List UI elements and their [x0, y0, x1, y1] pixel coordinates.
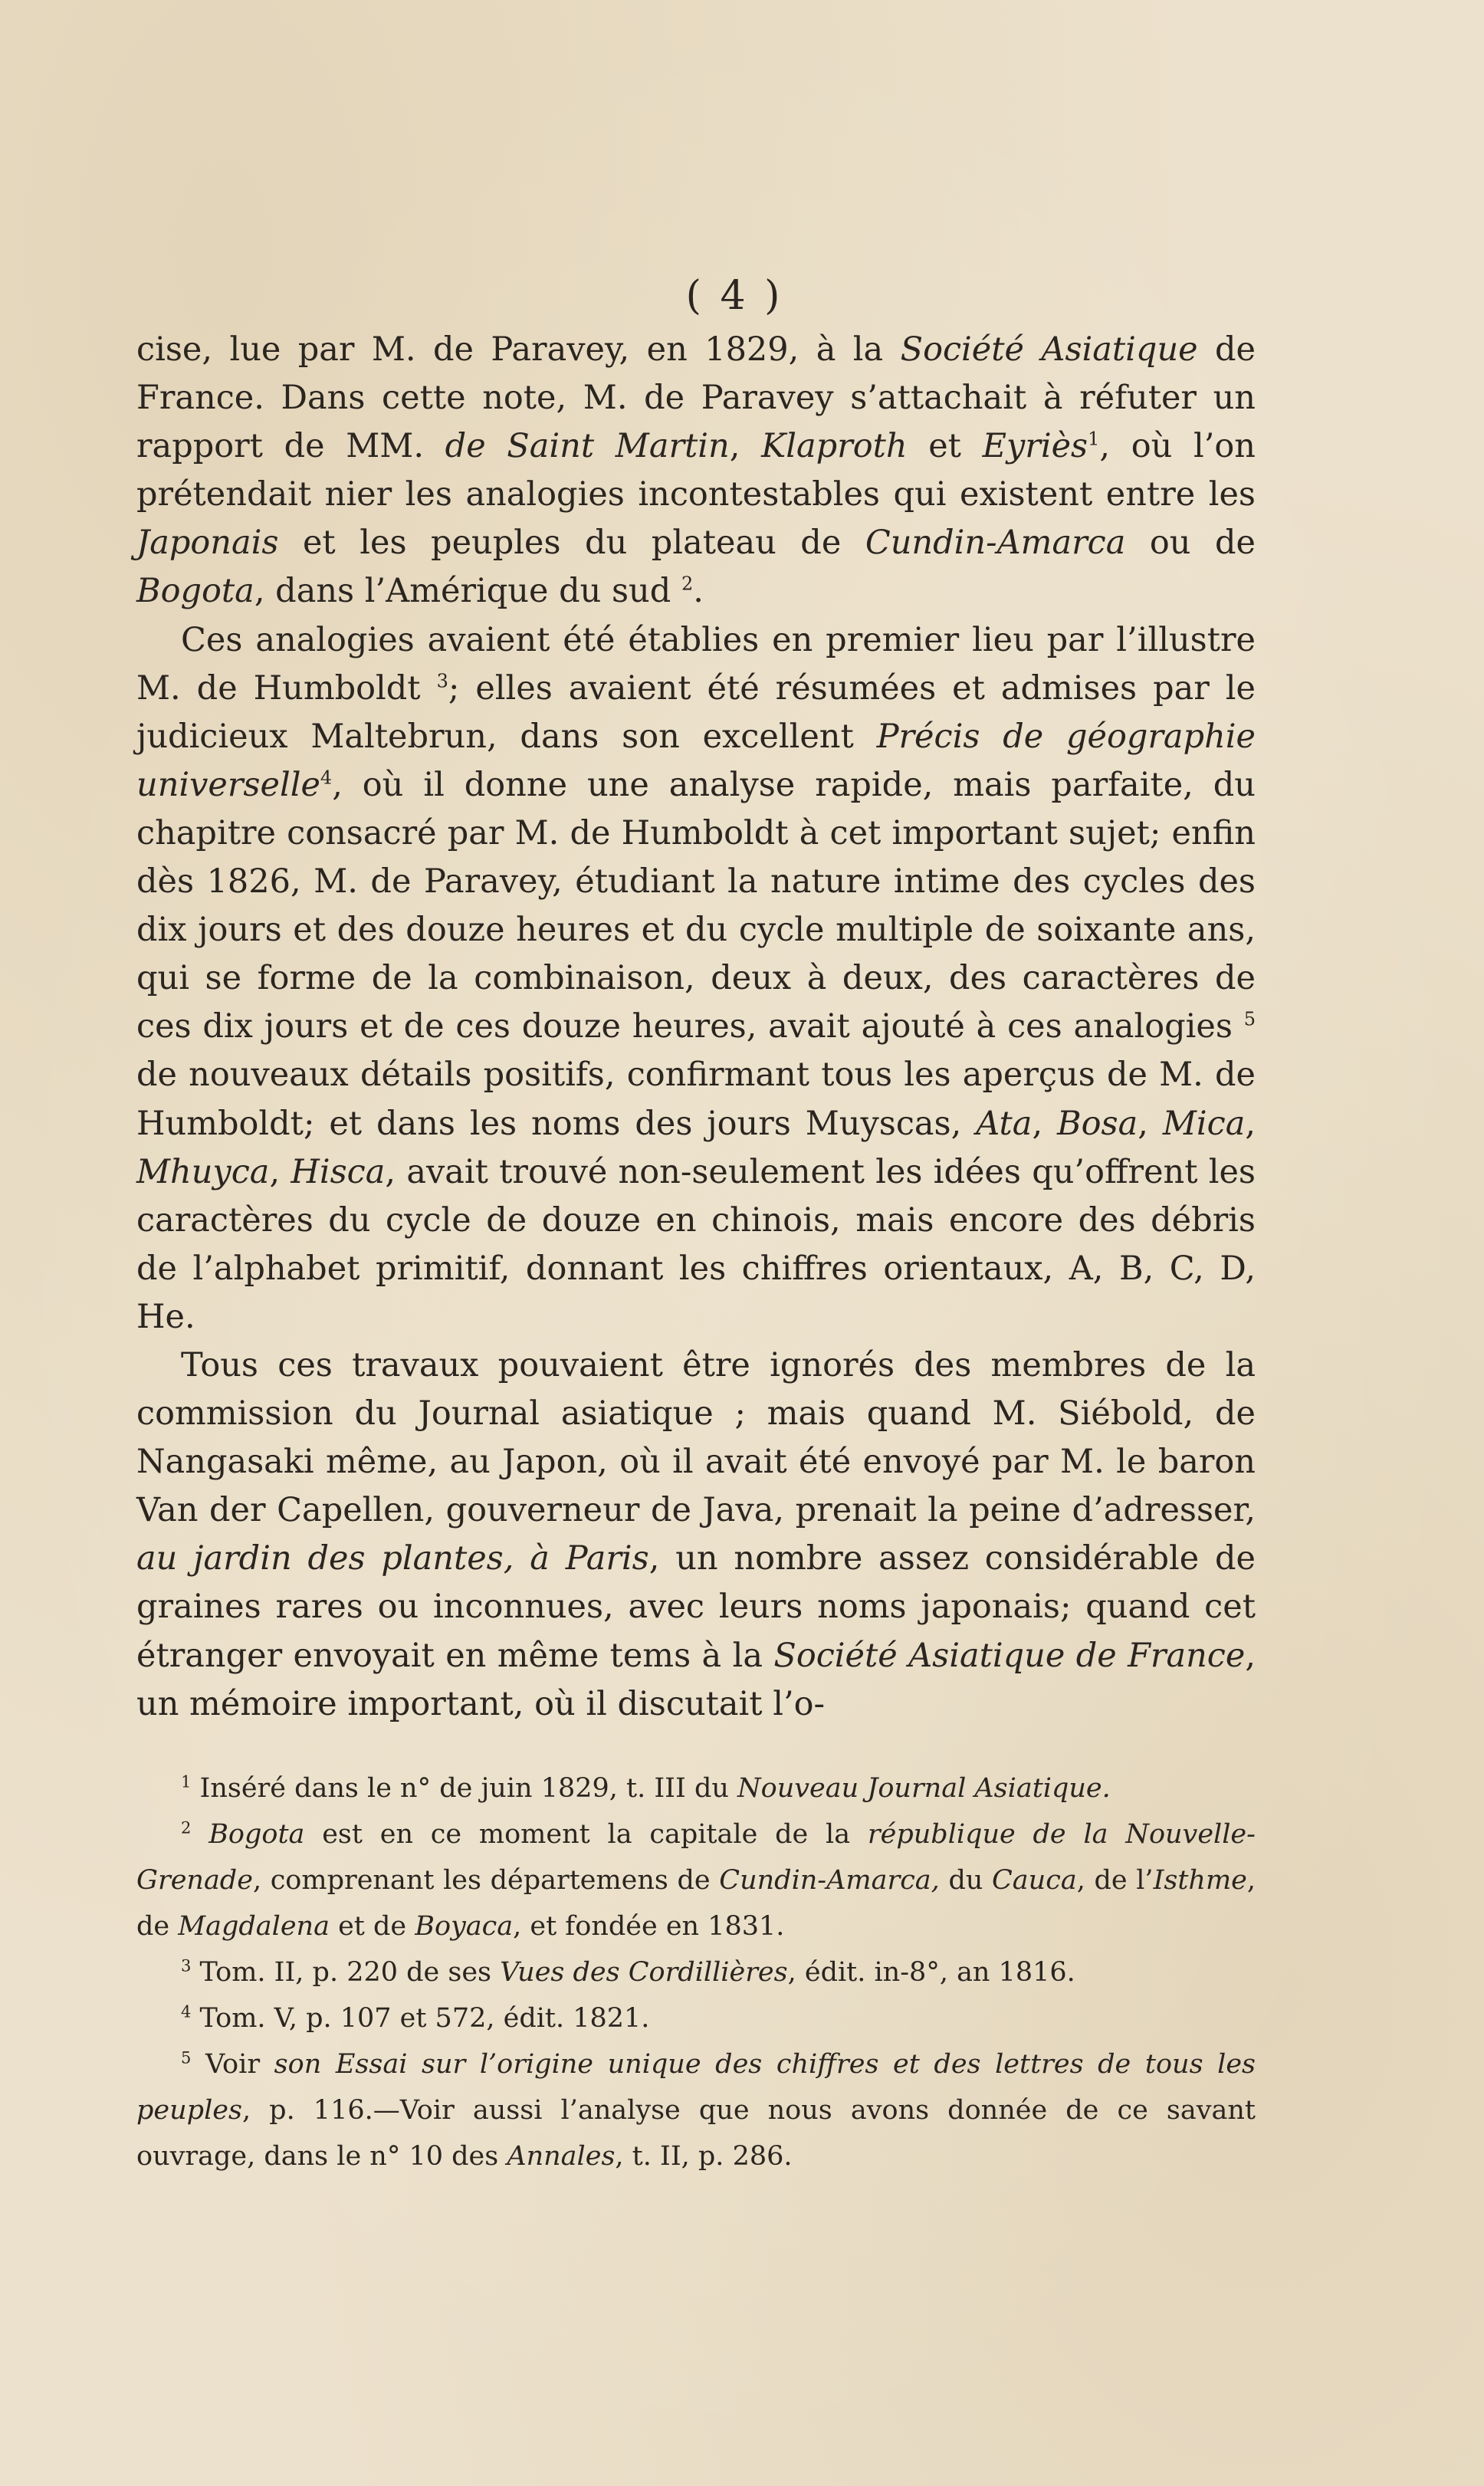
footnote-ref: 3 — [436, 670, 448, 692]
italic-text: Précis de géographie universelle — [136, 717, 1256, 804]
italic-text: Bogota — [136, 572, 254, 611]
italic-text: république de la Nouvelle-Grenade — [136, 1818, 1256, 1896]
italic-text: Bosa — [1057, 1104, 1138, 1143]
footnotes — [136, 1765, 1256, 2179]
body-text — [136, 326, 1256, 1729]
footnote: $^3$ Tom. II, p. 220 de ses Vues des Cordillières, édit. in-8°, an 1816. — [181, 1956, 1075, 1988]
footnote-ref: 5 — [1243, 1008, 1256, 1030]
italic-text: Nouveau Journal Asiatique. — [737, 1772, 1111, 1804]
italic-text: Boyaca — [415, 1910, 514, 1942]
italic-text: Cauca — [992, 1864, 1077, 1896]
footnote: $^1$ Inséré dans le n° de juin 1829, t. III du Nouveau Journal Asiatique. — [181, 1772, 1111, 1804]
footnote-ref: 1 — [1088, 428, 1100, 450]
footnote-ref: 5 — [181, 2048, 192, 2067]
footnote: $^5$ Voir son Essai sur l’origine unique des chiffres et des lettres de tous les peuples, p. 116.—Voir aussi l’analyse que nous avons donnée de ce savant ouvrage, dans le n° 10 des Annales, t. II, p. 286. — [136, 2048, 1256, 2172]
footnote: $^4$ Tom. V, p. 107 et 572, édit. 1821. — [181, 2002, 650, 2034]
footnote-ref: 2 — [681, 573, 694, 596]
footnote-ref: 4 — [320, 767, 333, 789]
italic-text: Société Asiatique — [900, 330, 1198, 369]
italic-text: Klaproth — [761, 427, 908, 466]
footnote-ref: 4 — [181, 2002, 192, 2021]
page-number: ( 4 ) — [685, 273, 783, 319]
italic-text: Ata — [976, 1104, 1033, 1143]
paragraph: Tous ces travaux pouvaient être ignorés des membres de la commission du Journal asiatique ; mais quand M. Siébold, de Nangasaki même, au Japon, où il avait été envoyé par M. le baron Van der Capellen, gouverneur de Java, prenait la peine d’adresser, au jardin des plantes, à Paris, un nombre assez considérable de graines rares ou inconnues, avec leurs noms japonais; quand cet étranger envoyait en même tems à la Société Asiatique de France, un mémoire important, où il discutait l’o- — [136, 1345, 1256, 1723]
footnote-ref: 3 — [181, 1956, 192, 1975]
italic-text: Vues des Cordillières — [500, 1956, 788, 1988]
italic-text: Eyriès — [982, 427, 1088, 466]
paragraph: Ces analogies avaient été établies en premier lieu par l’illustre M. de Humboldt $^3$; elles avaient été résumées et admises par le judicieux Maltebrun, dans son excellent Précis de géographie universelle$^4$, où il donne une analyse rapide, mais parfaite, du chapitre consacré par M. de Humboldt à cet important sujet; enfin dès 1826, M. de Paravey, étudiant la nature intime des cycles des dix jours et des douze heures et du cycle multiple de soixante ans, qui se forme de la combinaison, deux à deux, des caractères de ces dix jours et de ces douze heures, avait ajouté à ces analogies $^5$ de nouveaux détails positifs, confirmant tous les aperçus de M. de Humboldt; et dans les noms des jours Muyscas, Ata, Bosa, Mica, Mhuyca, Hisca, avait trouvé non-seulement les idées qu’offrent les caractères du cycle de douze en chinois, mais encore des débris de l’alphabet primitif, donnant les chiffres orientaux, A, B, C, D, He. — [136, 620, 1256, 1336]
italic-text: Bogota — [208, 1818, 305, 1850]
page-content — [136, 272, 1256, 2179]
italic-text: Cundin-Amarca — [865, 524, 1126, 563]
italic-text: Annales — [507, 2140, 616, 2172]
italic-text: Japonais — [136, 524, 279, 563]
italic-text: son Essai sur l’origine unique des chiffres et des lettres de tous les peuples — [136, 2048, 1256, 2126]
italic-text: Cundin-Amarca, — [719, 1864, 940, 1896]
italic-text: Mica — [1162, 1104, 1246, 1143]
italic-text: de Saint Martin — [445, 427, 730, 466]
footnote-ref: 2 — [181, 1818, 192, 1837]
italic-text: Magdalena — [178, 1910, 330, 1942]
footnote: $^2$ Bogota est en ce moment la capitale de la république de la Nouvelle-Grenade, comprenant les départemens de Cundin-Amarca, du Cauca, de l’Isthme, de Magdalena et de Boyaca, et fondée en 1831. — [136, 1818, 1256, 1942]
paragraph: cise, lue par M. de Paravey, en 1829, à la Société Asiatique de France. Dans cette note, M. de Paravey s’attachait à réfuter un rapport de MM. de Saint Martin, Klaproth et Eyriès$^1$, où l’on prétendait nier les analogies incontestables qui existent entre les Japonais et les peuples du plateau de Cundin-Amarca ou de Bogota, dans l’Amérique du sud $^2$. — [136, 330, 1256, 611]
footnote-ref: 1 — [181, 1772, 192, 1791]
italic-text: au jardin des plantes, à Paris — [136, 1539, 649, 1578]
italic-text: Isthme — [1153, 1864, 1247, 1896]
italic-text: Société Asiatique de France — [773, 1636, 1246, 1675]
italic-text: Hisca — [291, 1152, 386, 1191]
italic-text: Mhuyca — [136, 1152, 270, 1191]
